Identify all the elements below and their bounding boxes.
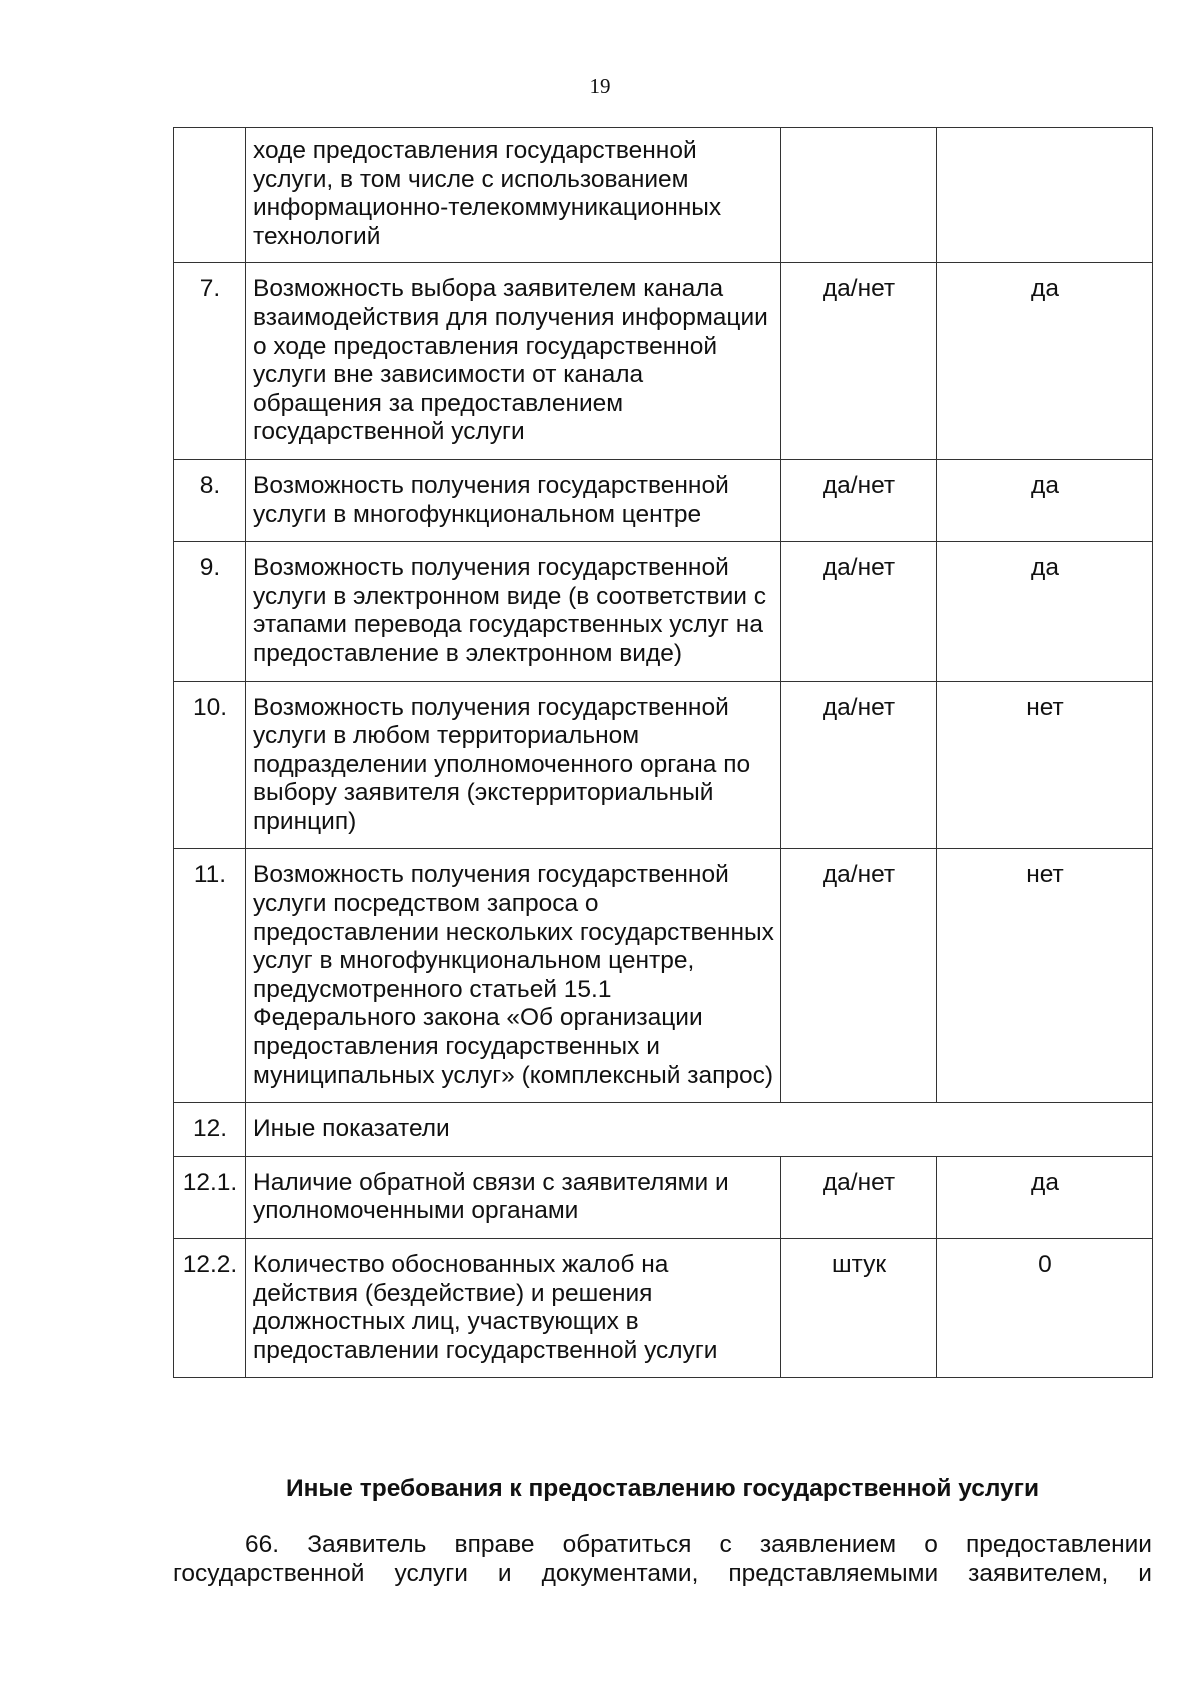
value-cell: 0 [937, 1239, 1153, 1378]
value-cell: да [937, 542, 1153, 681]
section-heading: Иные требования к предоставлению государственной услуги [285, 1475, 1040, 1502]
row-number-cell: 7. [174, 263, 246, 460]
value-cell: да [937, 1156, 1153, 1238]
unit-cell: да/нет [781, 849, 937, 1103]
value-cell: да [937, 459, 1153, 541]
table-row [174, 263, 1153, 460]
unit-cell: да/нет [781, 681, 937, 849]
indicators-table [173, 127, 1153, 1378]
indicator-name-cell: Возможность выбора заявителем канала взаимодействия для получения информации о ходе предоставления государственной услуги вне зависимости от канала обращения за предоставлением государственной услуги [246, 263, 781, 460]
table-row [174, 1239, 1153, 1378]
indicator-name-cell: Количество обоснованных жалоб на действия (бездействие) и решения должностных лиц, участвующих в предоставлении государственной услуги [246, 1239, 781, 1378]
indicator-name-cell: Возможность получения государственной услуги в многофункциональном центре [246, 459, 781, 541]
table-row [174, 128, 1153, 263]
row-number-cell: 8. [174, 459, 246, 541]
row-number-cell: 10. [174, 681, 246, 849]
indicator-name-cell: Наличие обратной связи с заявителями и уполномоченными органами [246, 1156, 781, 1238]
indicator-name-cell: Возможность получения государственной услуги в любом территориальном подразделении уполномоченного органа по выбору заявителя (экстерриториальный принцип) [246, 681, 781, 849]
page-number: 19 [589, 74, 611, 98]
table-row [174, 1103, 1153, 1157]
row-number-cell: 11. [174, 849, 246, 1103]
unit-cell: да/нет [781, 263, 937, 460]
table-row [174, 1156, 1153, 1238]
table-row [174, 459, 1153, 541]
table-row [174, 542, 1153, 681]
indicator-name-cell: Возможность получения государственной услуги посредством запроса о предоставлении нескольких государственных услуг в многофункциональном центре, предусмотренного статьей 15.1 Федерального закона «Об организации предоставления государственных и муниципальных услуг» (комплексный запрос) [246, 849, 781, 1103]
unit-cell: да/нет [781, 542, 937, 681]
row-number-cell [174, 128, 246, 263]
row-number-cell: 12. [174, 1103, 246, 1157]
value-cell: нет [937, 849, 1153, 1103]
unit-cell [781, 128, 937, 263]
unit-cell: да/нет [781, 459, 937, 541]
indicator-name-cell: ходе предоставления государственной услуги, в том числе с использованием информационно-телекоммуникационных технологий [246, 128, 781, 263]
row-number-cell: 12.1. [174, 1156, 246, 1238]
row-number-cell: 12.2. [174, 1239, 246, 1378]
unit-cell: штук [781, 1239, 937, 1378]
row-number-cell: 9. [174, 542, 246, 681]
body-paragraph: 66. Заявитель вправе обратиться с заявлением о предоставлении государственной услуги и документами, представляемыми заявителем, и [173, 1531, 1152, 1587]
indicator-group-cell: Иные показатели [246, 1103, 1153, 1157]
table-row [174, 681, 1153, 849]
value-cell [937, 128, 1153, 263]
indicator-name-cell: Возможность получения государственной услуги в электронном виде (в соответствии с этапами перевода государственных услуг на предоставление в электронном виде) [246, 542, 781, 681]
table-row [174, 849, 1153, 1103]
value-cell: да [937, 263, 1153, 460]
unit-cell: да/нет [781, 1156, 937, 1238]
value-cell: нет [937, 681, 1153, 849]
